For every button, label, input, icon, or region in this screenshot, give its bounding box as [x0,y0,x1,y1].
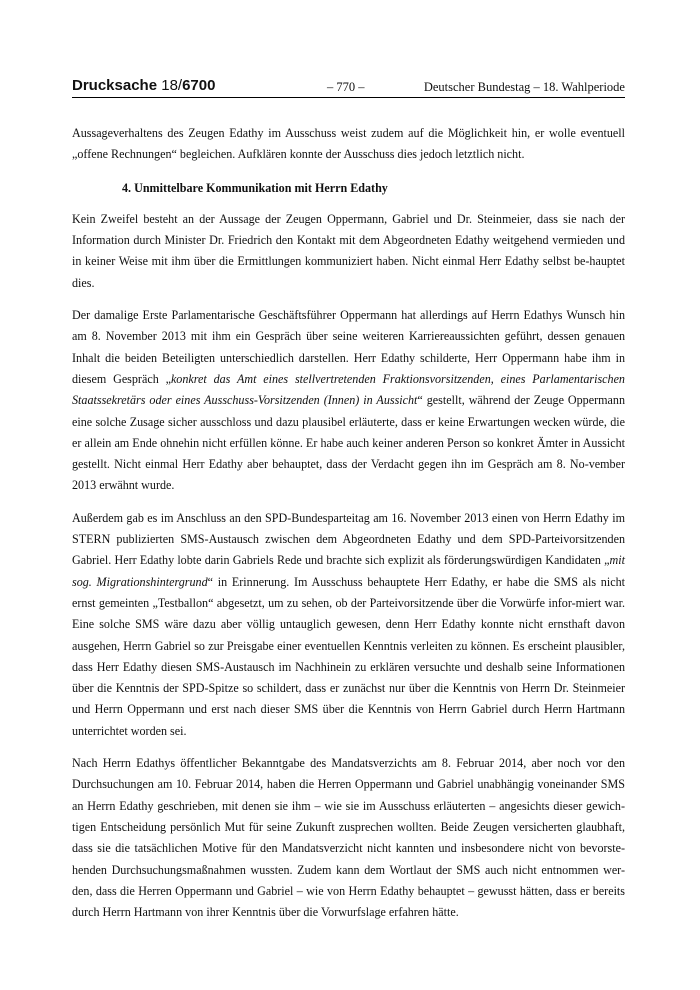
paragraph-2-text-b: “ gestellt, während der Zeuge Oppermann eine solche Zusage sicher ausschloss und dazu plausibel erläuterte, dass er keine Erwartungen wecken würde, die er allein am Ende ohnehin nicht erfüllen könne. Er habe auch keiner anderen Person so konkret Ämter in Aussicht gestellt. Nicht einmal Herr Edathy aber behauptet, dass der Verdacht gegen ihn im Gespräch am 8. No-vember 2013 erwähnt wurde. [72,393,625,493]
paragraph-3-text-b: “ in Erinnerung. Im Ausschuss behauptete Herr Edathy, er habe die SMS als nicht ernst gemeinten „Testballon“ abgesetzt, um zu sehen, ob der Parteivorsitzende über die Vorwürfe infor-miert war. Eine solche SMS wäre dazu aber völlig untauglich gewesen, denn Herr Edathy konnte nicht ernsthaft davon ausgehen, Herrn Gabriel so zur Preisgabe einer eventuellen Kenntnis verleiten zu können. Es erscheint plausibler, dass Herr Edathy diesen SMS-Austausch im Nachhinein zu erklären versuchte und deshalb seine Informationen über die Kenntnis der SPD-Spitze so schildert, dass er zunächst nur über die Kenntnis von Herrn Dr. Steinmeier und Herrn Oppermann und erst nach dieser SMS über die Kenntnis von Herrn Gabriel durch Herrn Hartmann unterrichtet worden sei. [72,574,625,738]
paragraph-1: Kein Zweifel besteht an der Aussage der Zeugen Oppermann, Gabriel und Dr. Steinmeier, dass sie nach der Information durch Minister Dr. Friedrich den Kontakt mit dem Abgeordneten Edathy weitgehend vermieden und in keiner Weise mit ihm über die Ermittlungen kommuniziert haben. Nicht einmal Herr Edathy selbst be-hauptet dies. [72,211,625,290]
paragraph-3 [72,508,625,742]
intro-paragraph: Aussageverhaltens des Zeugen Edathy im Ausschuss weist zudem auf die Möglichkeit hin, er wolle eventuell „offene Rechnungen“ begleichen. Aufklären konnte der Ausschuss dies jedoch letztlich nicht. [72,126,625,162]
paragraph-2 [72,305,625,497]
document-body [72,123,625,934]
paragraph-2-quote: konkret das Amt eines stellvertretenden Fraktionsvorsitzenden, eines Parlamentarischen Staatssekretärs oder eines Ausschuss-Vorsitzenden (Innen) in Aussicht [72,371,625,408]
header-divider [72,97,625,98]
paragraph-2-text-a: Der damalige Erste Parlamentarische Geschäftsführer Oppermann hat allerdings auf Herrn Edathys Wunsch hin am 8. November 2013 mit ihm ein Gespräch über seine weiteren Karriereaussichten geführt, dessen genauen Inhalt die beiden Beteiligten unterschiedlich darstellen. Herr Edathy schilderte, Herr Oppermann habe ihm in diesem Gespräch „ [72,308,625,386]
doc-number-prefix: 18/ [161,77,183,94]
doc-label: Drucksache [72,77,158,94]
paragraph-3-quote: mit sog. Migrationshintergrund [72,553,625,589]
paragraph-3-text-a: Außerdem gab es im Anschluss an den SPD-Bundesparteitag am 16. November 2013 einen von Herrn Edathy im STERN publizierten SMS-Austausch zwischen dem Abgeordneten Edathy und dem SPD-Parteivorsitzenden Gabriel. Herr Edathy lobte darin Gabriels Rede und brachte sich explizit als förderungswürdigen Kandidaten „ [72,510,625,568]
institution-label: Deutscher Bundestag – 18. Wahlperiode [423,80,625,94]
paragraph-4: Nach Herrn Edathys öffentlicher Bekanntgabe des Mandatsverzichts am 8. Februar 2014, aber noch vor den Durchsuchungen am 10. Februar 2014, haben die Herren Oppermann und Gabriel unabhängig voneinander SMS an Herrn Edathy geschrieben, mit denen sie ihm – wie sie im Ausschuss erläuterten – angesichts dieser gewich-tigen Entscheidung persönlich Mut für seine Zukunft zusprechen wollten. Beide Zeugen versicherten glaubhaft, dass sie die tatsächlichen Motive für den Mandatsverzicht nicht kannten und insbesondere nicht von bevorste-henden Durchsuchungsmaßnahmen wussten. Zudem kann dem Wortlaut der SMS auch nicht entnommen wer-den, dass die Herren Oppermann und Gabriel – wie von Herrn Edathy behauptet – gewusst hätten, dass er bereits durch Herrn Hartmann von ihrer Kenntnis über die Vorwurfslage erfahren hätte. [72,756,625,920]
document-number [72,76,215,96]
page-header [72,76,625,98]
section-heading: 4. Unmittelbare Kommunikation mit Herrn Edathy [122,180,388,195]
doc-number-suffix: 6700 [182,77,216,94]
page-number: – 770 – [327,80,365,94]
